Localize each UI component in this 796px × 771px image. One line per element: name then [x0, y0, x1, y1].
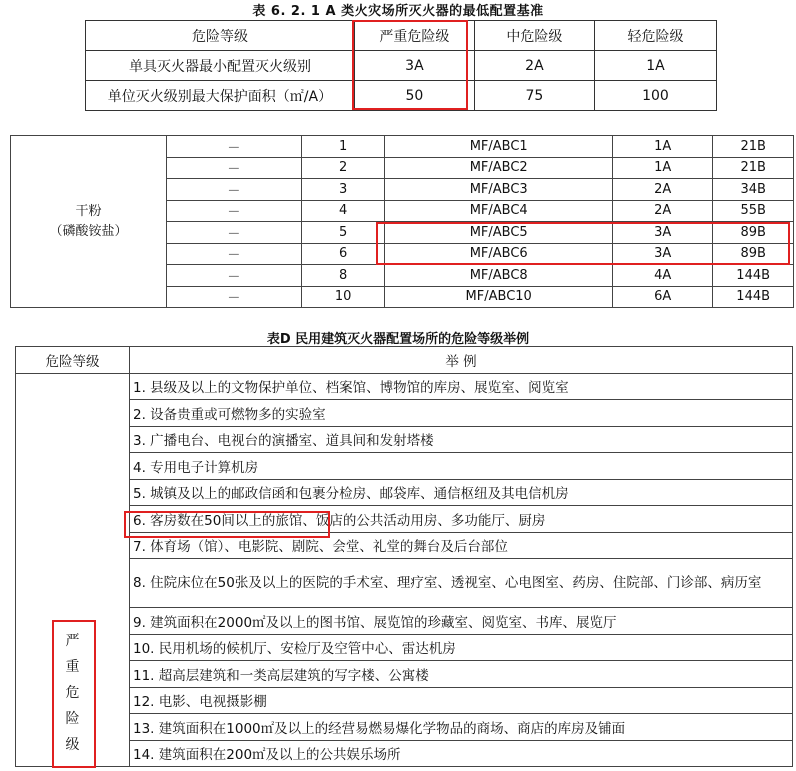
highlight-box-severe-level: [52, 620, 96, 768]
table-cell: 55B: [713, 200, 794, 222]
table-row: [16, 479, 793, 506]
list-item: 7. 体育场（馆）、电影院、剧院、会堂、礼堂的舞台及后台部位: [130, 532, 793, 559]
table-cell: MF/ABC6: [385, 243, 613, 265]
table1-title: 表 6. 2. 1 A 类火灾场所灭火器的最低配置基准: [252, 4, 544, 19]
table-cell: 144B: [713, 265, 794, 287]
table-row: [16, 634, 793, 661]
level-char: 危: [65, 685, 80, 701]
group-label: 干粉 （磷酸铵盐）: [49, 203, 128, 239]
table-cell: 89B: [713, 222, 794, 244]
table-cell: －: [166, 243, 301, 265]
list-item: 14. 建筑面积在200㎡及以上的公共娱乐场所: [130, 740, 793, 767]
table-cell: －: [166, 222, 301, 244]
table-cell: 2A: [474, 51, 594, 81]
table-row: [16, 740, 793, 767]
list-item: 13. 建筑面积在1000㎡及以上的经营易燃易爆化学物品的商场、商店的库房及铺面: [130, 714, 793, 741]
table-cell: －: [166, 179, 301, 201]
table-cell: MF/ABC10: [385, 286, 613, 308]
table-row: [16, 608, 793, 635]
table-row: [16, 373, 793, 400]
list-item: 11. 超高层建筑和一类高层建筑的写字楼、公寓楼: [130, 661, 793, 688]
table-cell: －: [166, 286, 301, 308]
table-cell: 100: [594, 81, 716, 111]
table-row: [16, 714, 793, 741]
table-header-row: [16, 347, 793, 374]
table-cell: 75: [474, 81, 594, 111]
table-cell: MF/ABC8: [385, 265, 613, 287]
list-item: 6. 客房数在50间以上的旅馆、饭店的公共活动用房、多功能厅、厨房: [130, 506, 793, 533]
list-item: 9. 建筑面积在2000㎡及以上的图书馆、展览馆的珍藏室、阅览室、书库、展览厅: [130, 608, 793, 635]
table-cell: 2A: [613, 200, 713, 222]
list-item: 10. 民用机场的候机厅、安检厅及空管中心、雷达机房: [130, 634, 793, 661]
table-row: [16, 661, 793, 688]
highlight-box-abc5-abc6: [376, 222, 790, 265]
table-cell: MF/ABC2: [385, 157, 613, 179]
table-cell: 144B: [713, 286, 794, 308]
table-cell: －: [166, 200, 301, 222]
table-row: [11, 136, 794, 158]
header-cell-example: 举 例: [130, 347, 793, 374]
header-cell: 中危险级: [474, 21, 594, 51]
list-item: 2. 设备贵重或可燃物多的实验室: [130, 400, 793, 427]
table-cell: 1: [301, 136, 384, 158]
table-cell: MF/ABC5: [385, 222, 613, 244]
list-item: 5. 城镇及以上的邮政信函和包裹分检房、邮袋库、通信枢纽及其电信机房: [130, 479, 793, 506]
header-cell: 危险等级: [86, 21, 355, 51]
header-cell-level: 危险等级: [16, 347, 130, 374]
level-char: 级: [65, 737, 80, 753]
table-cell: 3A: [613, 222, 713, 244]
table-cell: －: [166, 136, 301, 158]
table-cell: －: [166, 265, 301, 287]
list-item: 8. 住院床位在50张及以上的医院的手术室、理疗室、透视室、心电图室、药房、住院部、门诊部、病历室: [130, 559, 793, 608]
table-cell: MF/ABC1: [385, 136, 613, 158]
table-cell: 50: [354, 81, 474, 111]
highlight-box-severe-column: [352, 20, 468, 110]
level-char: 严: [65, 633, 80, 649]
highlight-box-item-6: [124, 511, 330, 538]
list-item: 1. 县级及以上的文物保护单位、档案馆、博物馆的库房、展览室、阅览室: [130, 373, 793, 400]
table-cell: 4: [301, 200, 384, 222]
table-cell: 3A: [354, 51, 474, 81]
table-cell: 2A: [613, 179, 713, 201]
table-cell: 1A: [594, 51, 716, 81]
table-cell: 6A: [613, 286, 713, 308]
header-cell: 严重危险级: [354, 21, 474, 51]
table-cell: 89B: [713, 243, 794, 265]
table-row: [16, 687, 793, 714]
table-cell: 单具灭火器最小配置灭火级别: [86, 51, 355, 81]
table-cell: 10: [301, 286, 384, 308]
table-cell: MF/ABC3: [385, 179, 613, 201]
group-label-cell: [11, 136, 167, 308]
list-item: 4. 专用电子计算机房: [130, 453, 793, 480]
table-cell: 34B: [713, 179, 794, 201]
table-row: [16, 426, 793, 453]
table-cell: 1A: [613, 157, 713, 179]
table-cell: MF/ABC4: [385, 200, 613, 222]
level-char: 重: [65, 659, 80, 675]
table-cell: －: [166, 157, 301, 179]
table-cell: 21B: [713, 157, 794, 179]
table-cell: 1A: [613, 136, 713, 158]
table-row: [16, 400, 793, 427]
table-cell: 2: [301, 157, 384, 179]
table-cell: 3A: [613, 243, 713, 265]
table-cell: 5: [301, 222, 384, 244]
hazard-level-example-table: [15, 346, 793, 767]
level-char: 险: [65, 711, 80, 727]
table-row: [16, 559, 793, 608]
table-cell: 4A: [613, 265, 713, 287]
table3-title: 表D 民用建筑灭火器配置场所的危险等级举例: [266, 332, 530, 347]
list-item: 12. 电影、电视摄影棚: [130, 687, 793, 714]
table-cell: 21B: [713, 136, 794, 158]
header-cell: 轻危险级: [594, 21, 716, 51]
table-cell: 6: [301, 243, 384, 265]
table-cell: 8: [301, 265, 384, 287]
table-row: [16, 453, 793, 480]
list-item: 3. 广播电台、电视台的演播室、道具间和发射塔楼: [130, 426, 793, 453]
table-cell: 3: [301, 179, 384, 201]
table-cell: 单位灭火级别最大保护面积（㎡/A）: [86, 81, 355, 111]
